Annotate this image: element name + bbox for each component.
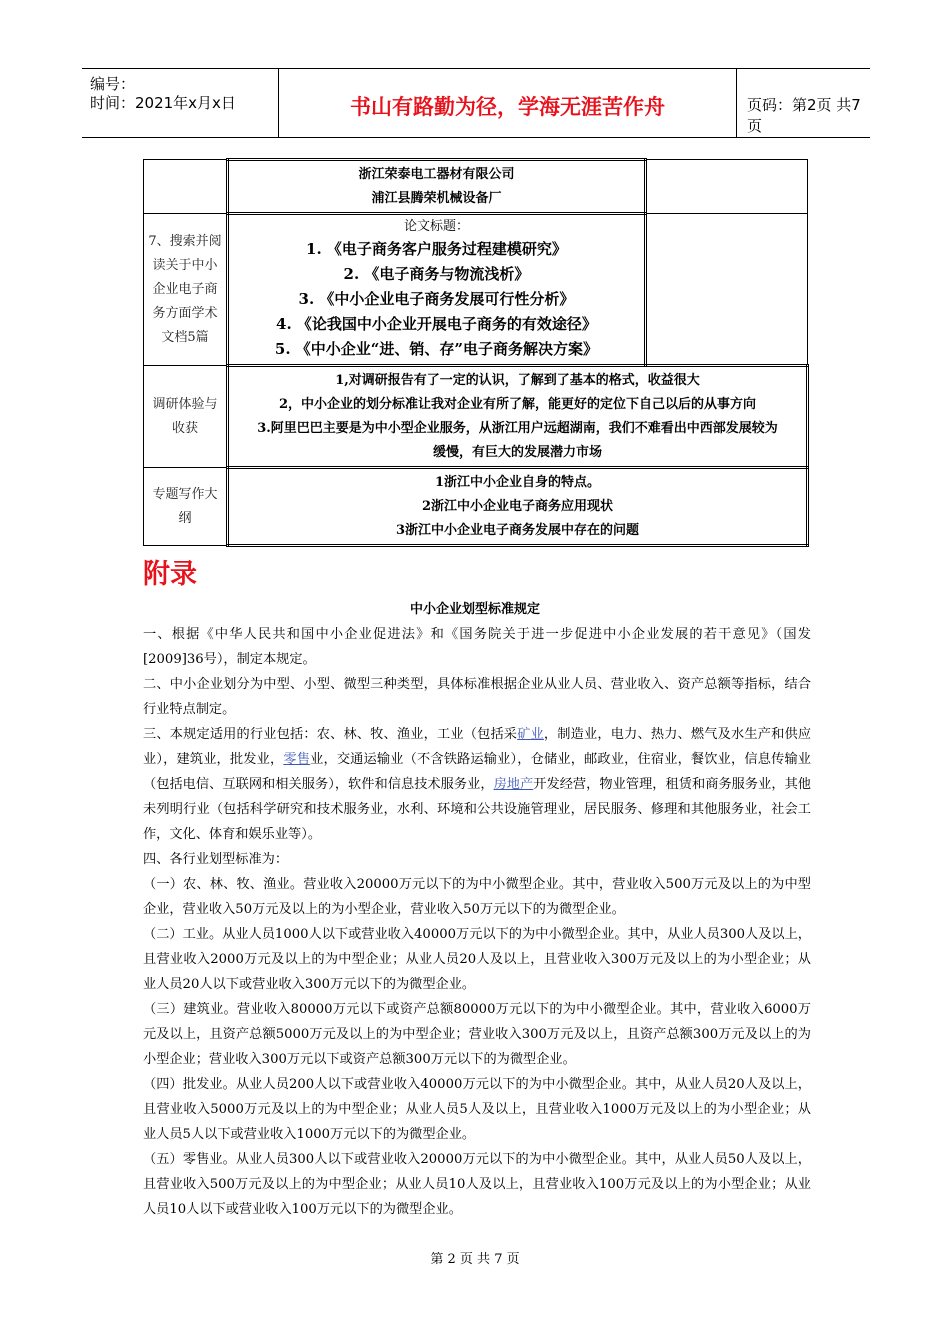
text-span: 业，交通运输业（不含铁路运输业），仓储业，邮政业，住宿业，餐饮业，信息传输业（包括电信、互联网和相关服务），软件和信息技术服务业， — [143, 752, 811, 792]
companies-cell — [228, 160, 646, 214]
outline-item: 2浙江中小企业电子商务应用现状 — [421, 498, 614, 514]
research-label-cell — [144, 366, 228, 468]
text-span: 开发经营，物业管理，租赁和商务服务业，其他未列明行业（包括科学研究和技术服务业，水利、环境和公共设施管理业，居民服务、修理和其他服务业，社会工作，文化、体育和娱乐业等）。 — [143, 777, 811, 842]
outline-item: 1浙江中小企业自身的特点。 — [434, 474, 601, 490]
appendix-heading: 附录 — [143, 559, 197, 590]
paragraph: （三）建筑业。营业收入80000万元以下或资产总额80000万元以下的为中小微型企业。其中，营业收入6000万元及以上，且资产总额5000万元及以上的为中型企业；营业收入300万元及以上，且资产总额300万元及以上的为小型企业；营业收入300万元以下或资产总额300万元以下的为微型企业。 — [143, 1002, 811, 1067]
research-item: 1,对调研报告有了一定的认识，了解到了基本的格式，收益很大 — [335, 372, 700, 388]
table-row — [144, 160, 808, 214]
serial-label: 编号： — [90, 75, 136, 93]
research-item: 2，中小企业的划分标准让我对企业有所了解，能更好的定位下自己以后的从事方向 — [278, 396, 757, 412]
label-line: 纲 — [178, 510, 192, 526]
paper-title-3: 3. 《中小企业电子商务发展可行性分析》 — [298, 290, 575, 308]
empty-cell — [646, 160, 808, 214]
page-footer: 第 2 页 共 7 页 — [430, 1252, 520, 1267]
link-retail[interactable]: 零售 — [283, 752, 311, 767]
header-motto-cell — [279, 69, 737, 137]
paper-title-2: 2. 《电子商务与物流浅析》 — [343, 265, 530, 283]
page-header — [82, 68, 870, 138]
research-item: 3.阿里巴巴主要是为中小型企业服务，从浙江用户远超湖南，我们不难看出中西部发展较为 — [257, 420, 778, 436]
company-1: 浙江荣泰电工器材有限公司 — [358, 166, 515, 182]
label-line: 7、搜索并阅 — [148, 233, 222, 249]
text-span: ，制造业，电力、热力、燃气及水生产和供应业），建筑业，批发业， — [143, 727, 812, 767]
label-line: 文档5篇 — [161, 329, 209, 345]
appendix-body — [143, 622, 811, 1222]
standard-title: 中小企业划型标准规定 — [409, 602, 540, 617]
paragraph: （一）农、林、牧、渔业。营业收入20000万元以下的为中小微型企业。其中，营业收入500万元及以上的为中型企业，营业收入50万元及以上的为小型企业，营业收入50万元以下的为微型企业。 — [143, 877, 811, 917]
paper-title-4: 4. 《论我国中小企业开展电子商务的有效途径》 — [276, 315, 597, 333]
paragraph: 二、中小企业划分为中型、小型、微型三种类型，具体标准根据企业从业人员、营业收入、资产总额等指标，结合行业特点制定。 — [143, 677, 811, 717]
link-real-estate[interactable]: 房地产 — [493, 777, 534, 792]
paragraph: （五）零售业。从业人员300人以下或营业收入20000万元以下的为中小微型企业。其中，从业人员50人及以上，且营业收入500万元及以上的为中型企业；从业人员10人及以上，且营业收入100万元及以上的为小型企业；从业人员10人以下或营业收入100万元以下的为微型企业。 — [143, 1152, 811, 1217]
link-mining[interactable]: 矿业 — [517, 727, 544, 742]
outline-item: 3浙江中小企业电子商务发展中存在的问题 — [395, 522, 640, 538]
header-page-cell — [737, 69, 870, 137]
paragraph: （二）工业。从业人员1000人以下或营业收入40000万元以下的为中小微型企业。其中，从业人员300人及以上，且营业收入2000万元及以上的为中型企业；从业人员20人及以上，且营业收入300万元及以上的为小型企业；从业人员20人以下或营业收入300万元以下的为微型企业。 — [143, 927, 811, 992]
motto: 书山有路勤为径，学海无涯苦作舟 — [350, 95, 665, 119]
research-cell — [228, 366, 808, 468]
paper-title-5: 5. 《中小企业“进、销、存”电子商务解决方案》 — [274, 340, 599, 358]
page-info: 页码：第2页 共7页 — [747, 96, 861, 135]
search-label-cell — [144, 214, 228, 366]
papers-cell — [228, 214, 646, 366]
label-line: 专题写作大 — [152, 486, 218, 502]
header-meta-cell — [82, 69, 279, 137]
empty-cell — [646, 214, 808, 366]
label-line: 调研体验与 — [152, 396, 218, 412]
papers-heading: 论文标题： — [403, 219, 469, 234]
time-label: 时间：2021年x月x日 — [90, 94, 236, 112]
paragraph: 一、根据《中华人民共和国中小企业促进法》和《国务院关于进一步促进中小企业发展的若干意见》（国发[2009]36号），制定本规定。 — [143, 627, 811, 667]
label-line: 收获 — [171, 420, 198, 436]
research-table — [143, 158, 809, 547]
paper-title-1: 1. 《电子商务客户服务过程建模研究》 — [306, 240, 567, 258]
paragraph: （四）批发业。从业人员200人以下或营业收入40000万元以下的为中小微型企业。其中，从业人员20人及以上，且营业收入5000万元及以上的为中型企业；从业人员5人及以上，且营业收入1000万元及以上的为小型企业；从业人员5人以下或营业收入1000万元以下的为微型企业。 — [143, 1077, 811, 1142]
table-row — [144, 366, 808, 468]
paragraph: 四、各行业划型标准为： — [143, 852, 289, 867]
outline-label-cell — [144, 468, 228, 546]
table-row — [144, 468, 808, 546]
paragraph-industries — [143, 722, 811, 847]
outline-cell — [228, 468, 808, 546]
label-line: 务方面学术 — [152, 305, 218, 321]
research-item: 缓慢，有巨大的发展潜力市场 — [432, 444, 602, 460]
company-2: 浦江县腾荣机械设备厂 — [371, 190, 502, 206]
label-line: 读关于中小 — [152, 257, 218, 273]
label-line: 企业电子商 — [152, 281, 218, 297]
text-span: 三、本规定适用的行业包括：农、林、牧、渔业，工业（包括采 — [143, 727, 518, 742]
table-row — [144, 214, 808, 366]
empty-cell — [144, 160, 228, 214]
